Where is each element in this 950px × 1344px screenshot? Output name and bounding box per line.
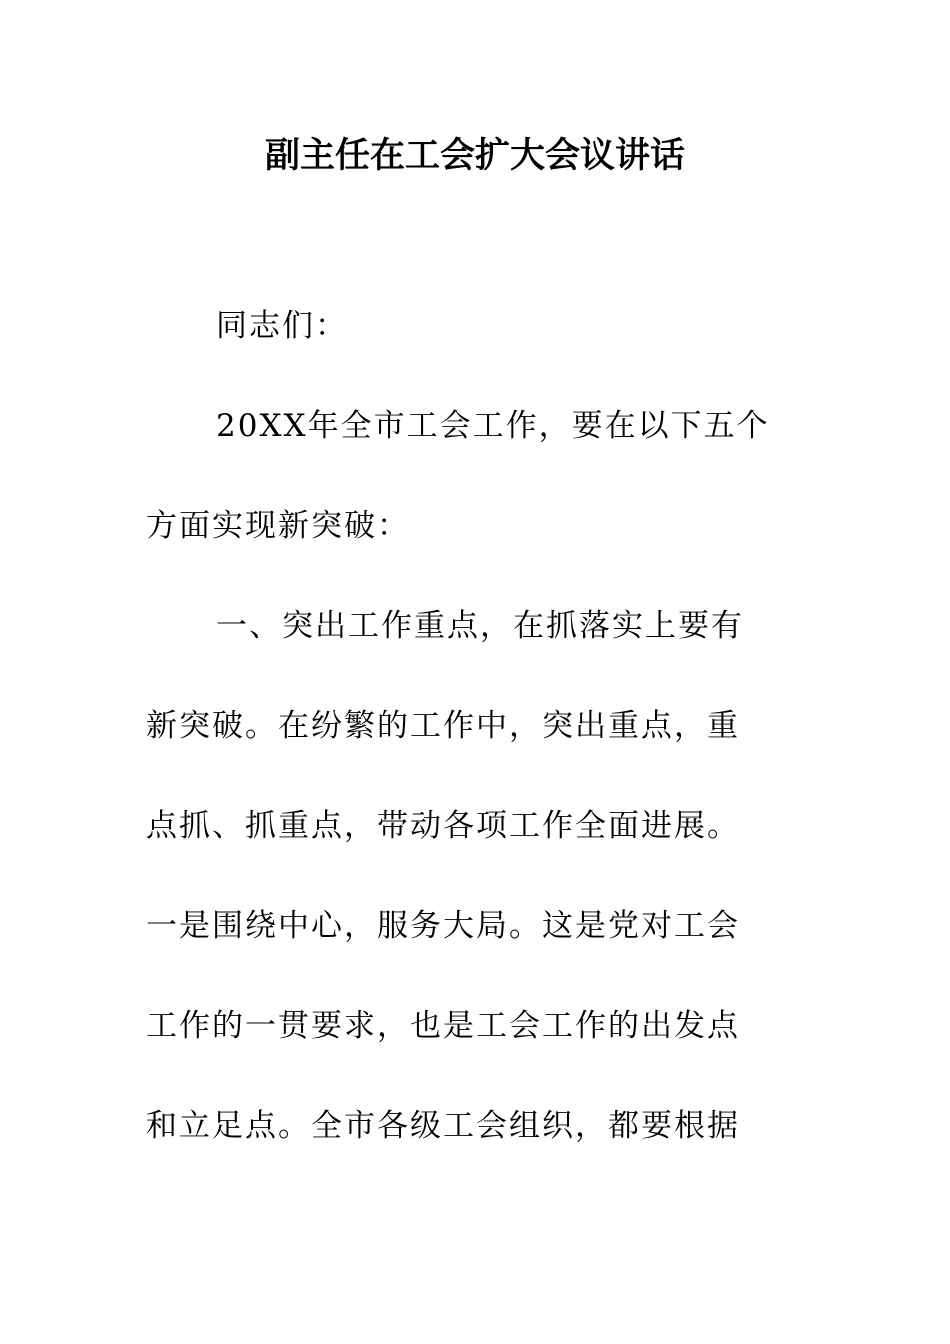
paragraph-line: 新突破。在纷繁的工作中，突出重点，重	[146, 708, 740, 744]
paragraph-line: 和立足点。全市各级工会组织，都要根据	[146, 1108, 740, 1144]
document-title: 副主任在工会扩大会议讲话	[264, 135, 685, 176]
salutation-line: 同志们：	[216, 308, 348, 344]
paragraph-line: 工作的一贯要求，也是工会工作的出发点	[146, 1008, 740, 1044]
paragraph-line: 20XX年全市工会工作，要在以下五个	[216, 408, 770, 444]
paragraph-line: 一是围绕中心，服务大局。这是党对工会	[146, 908, 740, 944]
paragraph-line: 方面实现新突破：	[146, 508, 410, 544]
paragraph-line: 一、突出工作重点，在抓落实上要有	[216, 608, 744, 644]
paragraph-line: 点抓、抓重点，带动各项工作全面进展。	[146, 808, 740, 844]
